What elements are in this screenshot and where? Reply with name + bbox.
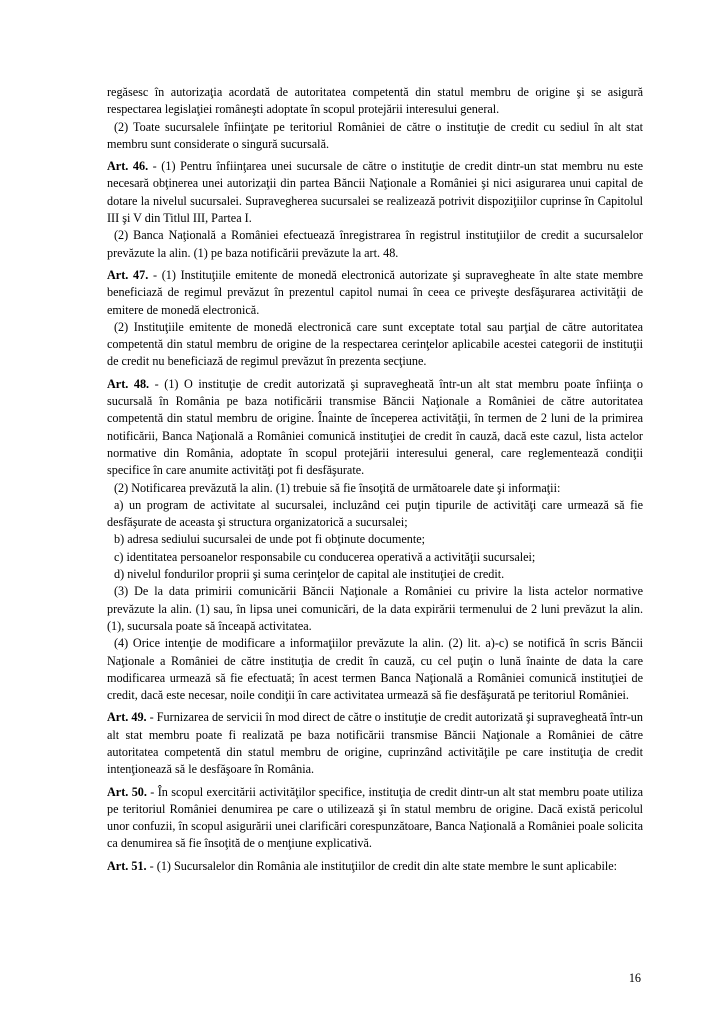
paragraph-text: - (1) O instituţie de credit autorizată şi supravegheată într-un alt stat membru poate înfiinţa o sucursală în România pe baza notificării transmise Băncii Naţionale a României de către autoritatea competentă din statul membru de origine. Înainte de începerea activităţii, în termen de 2 luni de la primirea notificării, Banca Naţională a României comunică instituţiei de credit în cauză, dacă este cazul, lista actelor normative din România, adoptate în scopul protejării interesului general, care reglementează condiţii specifice în care anumite activităţi pot fi desfăşurate. (107, 376, 643, 478)
paragraph (107, 319, 643, 371)
paragraph (107, 119, 643, 154)
paragraph-text: (3) De la data primirii comunicării Băncii Naţionale a României cu privire la lista actelor normative prevăzute la alin. (1) sau, în lipsa unei comunicări, de la data expirării termenului de 2 luni prevăzut la alin. (1), sucursala poate să înceapă activitatea. (107, 584, 643, 633)
document-body (107, 84, 643, 875)
article-paragraph (107, 709, 643, 778)
article-paragraph (107, 267, 643, 319)
article-heading: Art. 49. (107, 710, 147, 725)
paragraph-text: d) nivelul fondurilor proprii şi suma cerinţelor de capital ale instituţiei de credit. (114, 567, 505, 582)
paragraph-text: - (1) Instituţiile emitente de monedă electronică autorizate şi supravegheate în alte state membre beneficiază de regimul prevăzut în prezentul capitol numai în ceea ce priveşte desfăşurarea activităţii de emitere de monedă electronică. (107, 267, 643, 317)
paragraph-text: - (1) Pentru înfiinţarea unei sucursale de către o instituţie de credit dintr-un stat membru nu este necesară obţinerea unei autorizaţii din partea Băncii Naţionale a României şi nici asigurarea unui capital de dotare la nivelul sucursalei. Supravegherea sucursalei se realizează potrivit dispoziţiilor cuprinse în Capitolul III şi V din Titlul III, Partea I. (107, 159, 643, 226)
paragraph-text: (2) Banca Naţională a României efectuează înregistrarea în registrul instituţiilor de credit a sucursalelor prevăzute la alin. (1) pe baza notificării prevăzute la art. 48. (107, 228, 643, 260)
paragraph-text: a) un program de activitate al sucursalei, incluzând cei puţin tipurile de activităţi care urmează să fie desfăşurate de aceasta şi structura organizatorică a sucursalei; (107, 497, 643, 530)
article-paragraph (107, 784, 643, 853)
paragraph-text: - Furnizarea de servicii în mod direct de către o instituţie de credit autorizată şi supravegheată într-un alt stat membru poate fi realizată pe baza notificării transmise Băncii Naţionale a României de către autoritatea competentă din statul membru de origine, cuprinzând activităţile pe care instituţia de credit intenţionează să le desfăşoare în România. (107, 710, 643, 777)
article-paragraph (107, 158, 643, 227)
paragraph-text: (2) Notificarea prevăzută la alin. (1) trebuie să fie însoţită de următoarele date şi informaţii: (114, 480, 561, 495)
paragraph-text: regăsesc în autorizaţia acordată de autoritatea competentă din statul membru de origine şi se asigură respectarea legislaţiei româneşti adoptate în scopul protejării interesului general. (107, 85, 643, 117)
paragraph-text: (2) Instituţiile emitente de monedă electronică care sunt exceptate total sau parţial de către autoritatea competentă din statul membru de origine de la respectarea cerinţelor aplicabile acestei categorii de instituţii de credit nu beneficiază de regimul prevăzut în prezenta secţiune. (107, 319, 643, 369)
article-heading: Art. 47. (107, 267, 149, 282)
paragraph-text: c) identitatea persoanelor responsabile cu conducerea operativă a activităţii sucursalei; (114, 549, 536, 564)
paragraph (107, 531, 643, 548)
paragraph (107, 566, 643, 583)
article-heading: Art. 46. (107, 159, 149, 174)
paragraph-text: - În scopul exercitării activităţilor specifice, instituţia de credit dintr-un alt stat membru poate utiliza pe teritoriul României denumirea pe care o utilizează şi în statul membru de origine. Dacă există pericolul unor confuzii, în scopul asigurării unei clarificări corespunzătoare, Banca Naţională a României poale solicita ca denumirea să fie însoţită de o menţiune explicativă. (107, 784, 643, 851)
article-paragraph (107, 376, 643, 480)
page-number: 16 (628, 971, 641, 985)
paragraph (107, 84, 643, 119)
article-heading: Art. 51. (107, 858, 147, 873)
paragraph-text: - (1) Sucursalelor din România ale instituţiilor de credit din alte state membre le sunt aplicabile: (146, 858, 618, 873)
paragraph (107, 549, 643, 566)
paragraph (107, 583, 643, 635)
paragraph (107, 480, 643, 497)
paragraph-text: (2) Toate sucursalele înfiinţate pe teritoriul României de către o instituţie de credit cu sediul în alt stat membru sunt considerate o singură sucursală. (107, 119, 643, 151)
article-heading: Art. 48. (107, 376, 150, 391)
article-paragraph (107, 858, 643, 875)
paragraph-text: (4) Orice intenţie de modificare a informaţiilor prevăzute la alin. (2) lit. a)-c) se notifică în scris Băncii Naţionale a României de către instituţia de credit în cauză, cu cel puţin o lună înainte de data la care modificarea urmează să fie efectuată; în acest termen Banca Naţională a României comunică instituţiei de credit, dacă este necesar, noile condiţii în care activitatea urmează să fie desfăşurată pe teritoriul României. (107, 636, 643, 703)
paragraph (107, 227, 643, 262)
paragraph (107, 497, 643, 532)
article-heading: Art. 50. (107, 784, 147, 799)
paragraph (107, 635, 643, 704)
paragraph-text: b) adresa sediului sucursalei de unde pot fi obţinute documente; (114, 532, 426, 547)
